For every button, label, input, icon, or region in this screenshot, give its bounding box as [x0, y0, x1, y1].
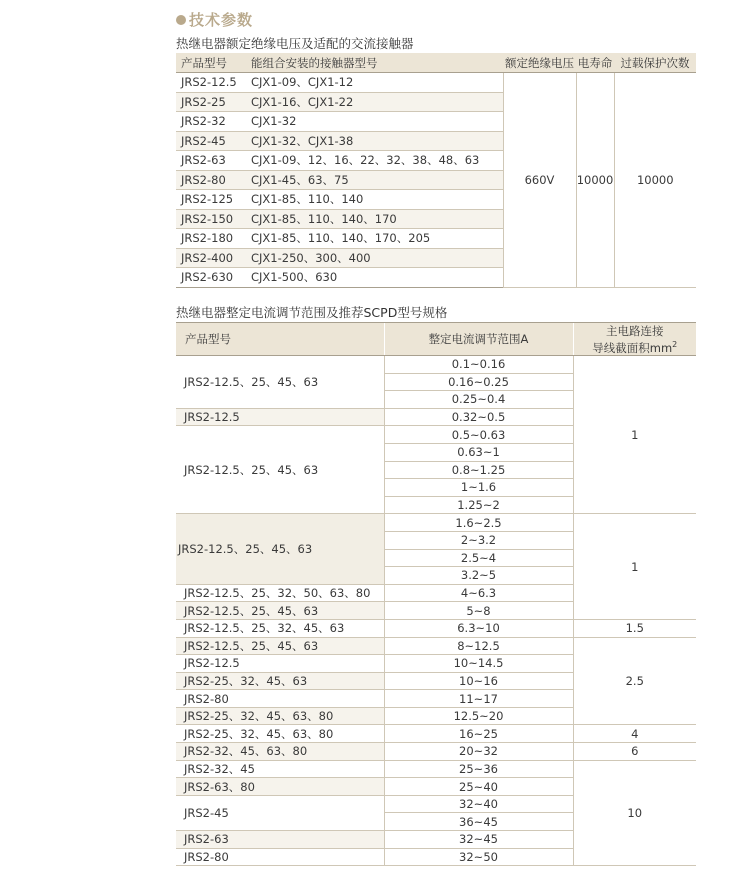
range-cell: 0.8~1.25: [384, 461, 573, 479]
model-cell: JRS2-12.5、25、45、63: [176, 514, 384, 584]
model-cell: JRS2-12.5、25、32、45、63: [176, 619, 384, 637]
model-cell: JRS2-45: [176, 131, 246, 151]
range-cell: 0.1~0.16: [384, 356, 573, 374]
table1-caption: 热继电器额定绝缘电压及适配的交流接触器: [176, 36, 414, 51]
model-cell: JRS2-25: [176, 92, 246, 112]
current-range-table: [176, 322, 696, 866]
overload-cell: 10000: [614, 73, 696, 288]
header-life: 电寿命: [576, 53, 614, 73]
range-cell: 11~17: [384, 690, 573, 708]
range-cell: 32~45: [384, 831, 573, 849]
model-cell: JRS2-63: [176, 831, 384, 849]
life-cell: 10000: [576, 73, 614, 288]
range-cell: 0.63~1: [384, 443, 573, 461]
voltage-cell: 660V: [503, 73, 576, 288]
model-cell: JRS2-25、32、45、63、80: [176, 707, 384, 725]
model-cell: JRS2-12.5、25、45、63: [176, 602, 384, 620]
contactor-cell: CJX1-16、CJX1-22: [246, 92, 503, 112]
model-cell: JRS2-32、45: [176, 760, 384, 778]
contactor-cell: CJX1-09、12、16、22、32、38、48、63: [246, 151, 503, 171]
model-cell: JRS2-63、80: [176, 778, 384, 796]
contactor-cell: CJX1-85、110、140、170、205: [246, 229, 503, 249]
contactor-table: [176, 53, 696, 288]
wire-cell: 1.5: [573, 619, 696, 637]
model-cell: JRS2-32、45、63、80: [176, 743, 384, 761]
table-row: [176, 619, 696, 637]
wire-cell: 4: [573, 725, 696, 743]
contactor-cell: CJX1-500、630: [246, 268, 503, 288]
contactor-cell: CJX1-250、300、400: [246, 248, 503, 268]
table-row: [176, 514, 696, 532]
range-cell: 16~25: [384, 725, 573, 743]
range-cell: 0.25~0.4: [384, 391, 573, 409]
model-cell: JRS2-12.5: [176, 655, 384, 673]
contactor-cell: CJX1-32、CJX1-38: [246, 131, 503, 151]
range-cell: 25~40: [384, 778, 573, 796]
header-model: 产品型号: [176, 53, 246, 73]
model-cell: JRS2-12.5: [176, 73, 246, 93]
model-cell: JRS2-45: [176, 795, 384, 830]
contactor-cell: CJX1-85、110、140: [246, 190, 503, 210]
model-cell: JRS2-12.5、25、45、63: [176, 426, 384, 514]
range-cell: 25~36: [384, 760, 573, 778]
model-cell: JRS2-12.5: [176, 408, 384, 426]
contactor-cell: CJX1-45、63、75: [246, 170, 503, 190]
model-cell: JRS2-12.5、25、32、50、63、80: [176, 584, 384, 602]
table-row: [176, 356, 696, 374]
header-contactor: 能组合安装的接触器型号: [246, 53, 503, 73]
model-cell: JRS2-12.5、25、45、63: [176, 356, 384, 409]
header-voltage: 额定绝缘电压: [503, 53, 576, 73]
range-cell: 6.3~10: [384, 619, 573, 637]
contactor-cell: CJX1-32: [246, 112, 503, 132]
model-cell: JRS2-25、32、45、63、80: [176, 725, 384, 743]
contactor-cell: CJX1-09、CJX1-12: [246, 73, 503, 93]
range-cell: 2.5~4: [384, 549, 573, 567]
model-cell: JRS2-80: [176, 690, 384, 708]
model-cell: JRS2-32: [176, 112, 246, 132]
table2-caption: 热继电器整定电流调节范围及推荐SCPD型号规格: [176, 305, 448, 320]
wire-cell: 1: [573, 356, 696, 514]
range-cell: 36~45: [384, 813, 573, 831]
range-cell: 4~6.3: [384, 584, 573, 602]
model-cell: JRS2-150: [176, 209, 246, 229]
range-cell: 20~32: [384, 743, 573, 761]
model-cell: JRS2-125: [176, 190, 246, 210]
bullet-icon: [176, 15, 186, 25]
range-cell: 0.16~0.25: [384, 373, 573, 391]
header-wire: 主电路连接 导线截面积$mm^2$: [573, 323, 696, 356]
range-cell: 0.5~0.63: [384, 426, 573, 444]
model-cell: JRS2-80: [176, 170, 246, 190]
model-cell: JRS2-400: [176, 248, 246, 268]
header-overload: 过载保护次数: [614, 53, 696, 73]
range-cell: 10~16: [384, 672, 573, 690]
section-title: 技术参数: [176, 9, 253, 30]
range-cell: 0.32~0.5: [384, 408, 573, 426]
model-cell: JRS2-63: [176, 151, 246, 171]
range-cell: 32~50: [384, 848, 573, 866]
header-range: 整定电流调节范围A: [384, 323, 573, 356]
range-cell: 32~40: [384, 795, 573, 813]
range-cell: 8~12.5: [384, 637, 573, 655]
range-cell: 2~3.2: [384, 531, 573, 549]
model-cell: JRS2-180: [176, 229, 246, 249]
model-cell: JRS2-80: [176, 848, 384, 866]
header-model: 产品型号: [176, 323, 384, 356]
range-cell: 1~1.6: [384, 479, 573, 497]
range-cell: 10~14.5: [384, 655, 573, 673]
table-row: [176, 760, 696, 778]
model-cell: JRS2-630: [176, 268, 246, 288]
wire-cell: 10: [573, 760, 696, 866]
table-row: [176, 637, 696, 655]
table-row: [176, 725, 696, 743]
table-row: [176, 743, 696, 761]
wire-cell: 6: [573, 743, 696, 761]
range-cell: 5~8: [384, 602, 573, 620]
range-cell: 1.25~2: [384, 496, 573, 514]
table-row: [176, 73, 696, 93]
wire-cell: 1: [573, 514, 696, 620]
wire-cell: 2.5: [573, 637, 696, 725]
range-cell: 3.2~5: [384, 567, 573, 585]
range-cell: 12.5~20: [384, 707, 573, 725]
contactor-cell: CJX1-85、110、140、170: [246, 209, 503, 229]
model-cell: JRS2-25、32、45、63: [176, 672, 384, 690]
range-cell: 1.6~2.5: [384, 514, 573, 532]
model-cell: JRS2-12.5、25、45、63: [176, 637, 384, 655]
